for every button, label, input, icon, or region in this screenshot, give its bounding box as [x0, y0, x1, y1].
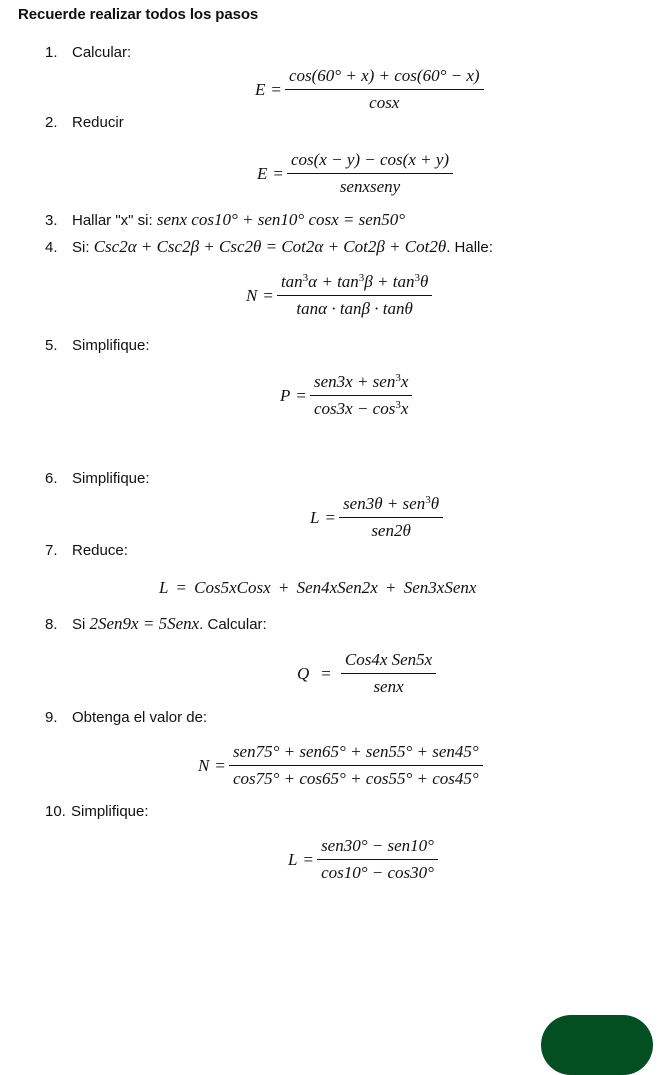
denominator: senxseny — [287, 173, 453, 197]
formula-4 — [246, 272, 430, 319]
formula-9 — [198, 742, 481, 789]
exercise-number: 5. — [45, 337, 58, 354]
exercise-label: Simplifique: — [72, 470, 150, 487]
exercise-number: 3. — [45, 212, 58, 229]
fraction — [231, 742, 481, 789]
formula-lhs: N — [246, 285, 258, 305]
exercise-label: Simplifique: — [71, 803, 149, 820]
formula-lhs: Q — [297, 663, 310, 683]
denominator: cos75° + cos65° + cos55° + cos45° — [229, 765, 483, 789]
numerator: cos(x − y) − cos(x + y) — [290, 150, 450, 169]
exercise-9 — [45, 709, 207, 726]
exercise-8 — [45, 614, 267, 634]
denominator: cos10° − cos30° — [317, 859, 438, 883]
formula-lhs: P — [280, 385, 291, 405]
exercise-1 — [45, 44, 131, 61]
numerator: cos(60° + x) + cos(60° − x) — [288, 66, 480, 85]
exercise-suffix: . Halle: — [446, 239, 493, 256]
numerator: sen30° − sen10° — [321, 836, 434, 855]
inline-formula: 2Sen9x = 5Senx — [89, 614, 200, 633]
exercise-number: 8. — [45, 616, 58, 633]
formula-1 — [255, 66, 482, 113]
exercise-7 — [45, 542, 128, 559]
denominator: $\cos 3x - \cos^3x$ — [310, 395, 412, 419]
formula-eq: = — [321, 663, 331, 683]
formula-6 — [310, 494, 441, 541]
exercise-number: 4. — [45, 239, 58, 256]
exercise-label: Reduce: — [72, 542, 128, 559]
exercise-number: 2. — [45, 114, 58, 131]
formula-2 — [257, 150, 451, 197]
formula-eq: = — [263, 285, 273, 305]
fraction — [287, 66, 482, 113]
exercise-3 — [45, 210, 405, 230]
formula-eq: = — [325, 507, 336, 527]
fraction — [279, 272, 430, 319]
inline-formula: Csc2α + Csc2β + Csc2θ = Cot2α + Cot2β + Cot2θ — [93, 237, 447, 256]
inline-formula: senx cos10° + sen10° cosx = sen50° — [156, 210, 406, 229]
numerator: sen3θ + sen$^3$θ — [343, 494, 440, 513]
exercise-label: Calcular: — [72, 44, 132, 61]
formula-10 — [288, 836, 436, 883]
formula-lhs: E — [255, 79, 266, 99]
fraction — [319, 836, 436, 883]
exercise-number: 1. — [45, 44, 58, 61]
denominator: tanα · tanβ · tanθ — [277, 295, 432, 319]
exercise-label: Reducir — [72, 114, 124, 131]
page-title: Recuerde realizar todos los pasos — [18, 6, 259, 23]
formula-8 — [297, 650, 434, 697]
formula-lhs: E — [257, 163, 268, 183]
exercise-number: 10. — [45, 803, 66, 820]
formula-lhs: L — [310, 507, 320, 527]
fraction — [289, 150, 451, 197]
exercise-label: Si: — [72, 239, 90, 256]
denominator: senx — [341, 673, 436, 697]
formula-5 — [280, 372, 410, 419]
numerator: sen75° + sen65° + sen55° + sen45° — [232, 742, 479, 761]
formula-lhs: L — [288, 849, 298, 869]
denominator: sen2θ — [339, 517, 443, 541]
formula-eq: = — [296, 385, 306, 405]
floating-action-button[interactable] — [541, 1015, 653, 1075]
exercise-2 — [45, 114, 124, 131]
numerator: Cos4x Sen5x — [344, 650, 433, 669]
formula-lhs: N — [198, 755, 210, 775]
exercise-label: Simplifique: — [72, 337, 150, 354]
fraction — [341, 494, 441, 541]
fraction — [312, 372, 410, 419]
exercise-label: Obtenga el valor de: — [72, 709, 208, 726]
exercise-number: 6. — [45, 470, 58, 487]
exercise-5 — [45, 337, 150, 354]
formula-eq: = — [271, 79, 281, 99]
formula-eq: = — [303, 849, 314, 869]
exercise-number: 7. — [45, 542, 58, 559]
formula-eq: = — [273, 163, 283, 183]
numerator: sen3x + sen$^3$x — [313, 372, 409, 391]
formula-7: L = Cos5xCosx + Sen4xSen2x + Sen3xSenx — [159, 578, 477, 597]
exercise-suffix: . Calcular: — [199, 616, 267, 633]
fraction — [343, 650, 434, 697]
denominator: cosx — [285, 89, 484, 113]
formula-eq: = — [215, 755, 225, 775]
exercise-10 — [45, 803, 149, 820]
exercise-label: Hallar "x" si: — [72, 212, 153, 229]
numerator: $\tan^3\alpha + \tan^3\beta + \tan^3\theta$ — [280, 272, 429, 291]
exercise-label: Si — [72, 616, 86, 633]
exercise-4 — [45, 237, 493, 257]
exercise-6 — [45, 470, 150, 487]
exercise-number: 9. — [45, 709, 58, 726]
